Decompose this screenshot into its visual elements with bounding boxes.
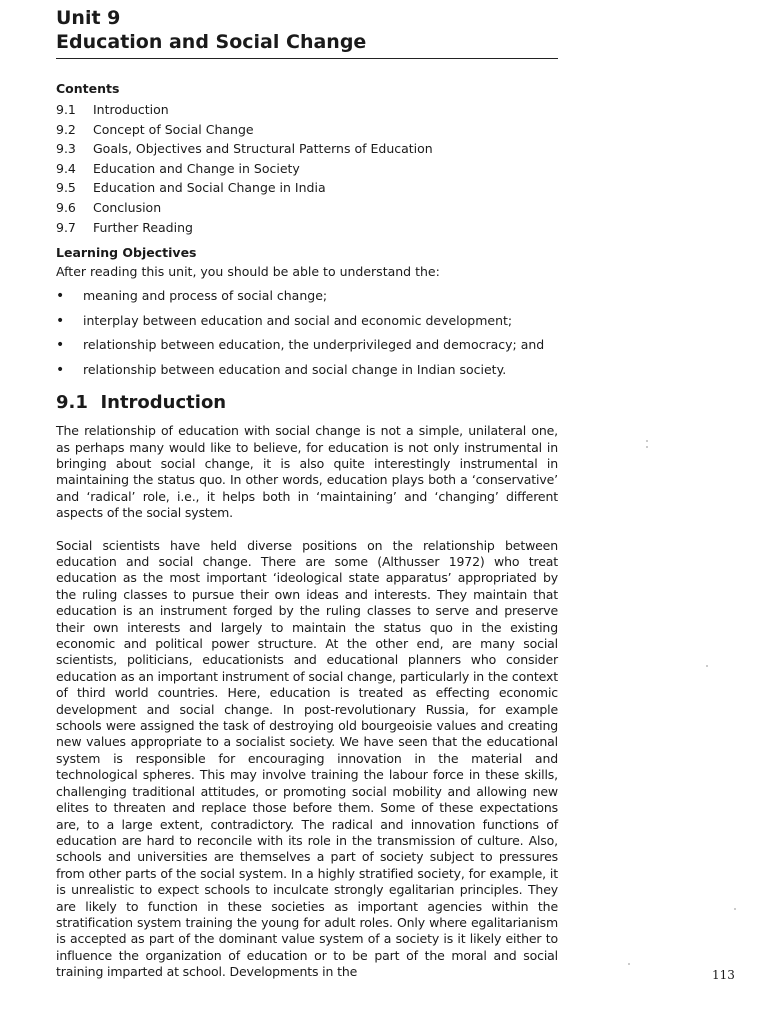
- objective-text: meaning and process of social change;: [83, 288, 328, 304]
- toc-item-label: Conclusion: [93, 199, 162, 215]
- objective-item: [56, 333, 558, 358]
- scan-speck: [646, 446, 648, 448]
- toc-item-number: 9.1: [56, 102, 76, 117]
- section-heading: [56, 391, 558, 415]
- section-number: 9.1: [56, 392, 88, 414]
- bullet-icon: •: [56, 337, 65, 354]
- toc-item-label: Introduction: [93, 102, 169, 117]
- toc-item: [56, 159, 558, 179]
- toc-item-number: 9.2: [56, 121, 76, 137]
- bullet-icon: •: [56, 361, 65, 378]
- objective-item: [56, 284, 558, 309]
- title-rule: [56, 58, 558, 59]
- contents-list: [56, 100, 558, 237]
- toc-item: [56, 100, 558, 120]
- toc-item: [56, 178, 558, 198]
- learning-objectives-intro: After reading this unit, you should be able to understand the:: [56, 264, 440, 280]
- toc-item-label: Concept of Social Change: [93, 121, 254, 137]
- page-number: 113: [712, 968, 735, 982]
- bullet-icon: •: [56, 288, 65, 305]
- toc-item-number: 9.3: [56, 141, 76, 157]
- objective-item: [56, 358, 558, 383]
- toc-item: [56, 120, 558, 140]
- bullet-icon: •: [56, 312, 65, 329]
- objective-item: [56, 309, 558, 334]
- body-paragraph: The relationship of education with social change is not a simple, unilateral one, as perhaps many would like to believe, for education is not only instrumental in bringing about social change, it is also quite interestingly instrumental in maintaining the status quo. In other words, education plays both a ‘conservative’ and ‘radical’ role, i.e., it helps both in ‘maintaining’ and ‘changing’ different aspects of the social system.: [56, 423, 558, 521]
- unit-number: Unit 9: [56, 7, 121, 29]
- toc-item: [56, 198, 558, 218]
- contents-heading: Contents: [56, 81, 120, 96]
- learning-objectives-list: [56, 284, 558, 382]
- document-page: [56, 6, 558, 981]
- toc-item-label: Education and Social Change in India: [93, 180, 326, 196]
- toc-item-label: Goals, Objectives and Structural Patterns of Education: [93, 141, 433, 157]
- toc-item-number: 9.4: [56, 160, 76, 176]
- objective-text: relationship between education, the underprivileged and democracy; and: [83, 337, 545, 353]
- body-paragraph: Social scientists have held diverse positions on the relationship between education and social change. There are some (Althusser 1972) who treat education as the most important ‘ideological state apparatus’ appropriated by the ruling classes to pursue their own ideas and interests. They maintain that education is an instrument forged by the ruling classes to serve and preserve their own interests and largely to maintain the status quo in the existing economic and political power structure. At the other end, are many social scientists, politicians, educationists and educational planners who consider education as an important instrument of social change, particularly in the context of third world countries. Here, education is treated as effecting economic development and social change. In post-revolutionary Russia, for example schools were assigned the task of destroying old bourgeoisie values and creating new values appropriate to a socialist society. We have seen that the educational system is responsible for encouraging innovation in the material and technological spheres. This may involve training the labour force in these skills, challenging traditional attitudes, or promoting social mobility and allowing new elites to threaten and replace those before them. Some of these expectations are, to a large extent, contradictory. The radical and innovation functions of education are hard to reconcile with its role in the transmission of culture. Also, schools and universities are themselves a part of society subject to pressures from other parts of the social system. In a highly stratified society, for example, it is unrealistic to expect schools to inculcate strongly egalitarian principles. They are likely to function in these societies as important agencies within the stratification system training the young for adult roles. Only where egalitarianism is accepted as part of the dominant value system of a society is it likely either to influence the organization of education or to be part of the moral and social training imparted at school. Developments in the: [56, 537, 558, 980]
- toc-item-label: Further Reading: [93, 219, 193, 235]
- toc-item: [56, 218, 558, 238]
- toc-item-label: Education and Change in Society: [93, 160, 300, 176]
- scan-speck: [706, 665, 708, 667]
- objective-text: interplay between education and social and economic development;: [83, 312, 513, 328]
- scan-speck: [628, 963, 630, 965]
- scan-speck: [646, 440, 648, 442]
- toc-item-number: 9.5: [56, 180, 76, 196]
- unit-title: Education and Social Change: [56, 31, 367, 53]
- toc-item-number: 9.6: [56, 199, 76, 215]
- toc-item-number: 9.7: [56, 219, 76, 235]
- section-title: Introduction: [100, 392, 227, 414]
- toc-item: [56, 139, 558, 159]
- scan-speck: [734, 908, 736, 910]
- objective-text: relationship between education and social change in Indian society.: [83, 361, 507, 377]
- learning-objectives-heading: Learning Objectives: [56, 245, 197, 261]
